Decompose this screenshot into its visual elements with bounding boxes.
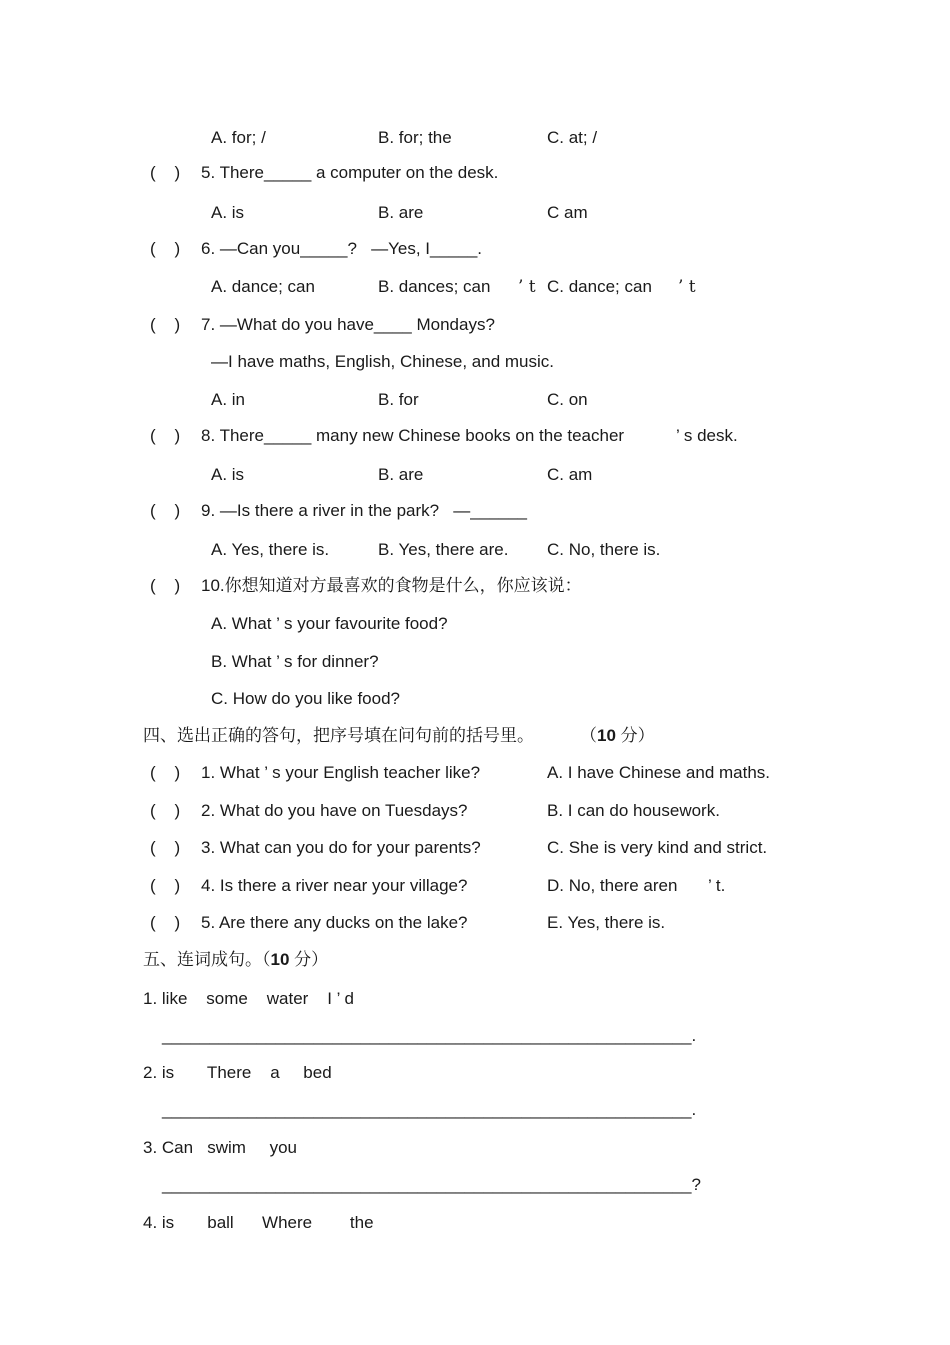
q5-stem: 5. There_____ a computer on the desk.: [201, 163, 499, 182]
section4-answer-e: E. Yes, there is.: [547, 913, 666, 932]
section5-item-1-words: 1. like some water I ’ d: [143, 989, 354, 1008]
q4-option-b: B. for; the: [378, 128, 452, 147]
section4-answer-c: C. She is very kind and strict.: [547, 838, 768, 857]
q8-option-a: A. is: [211, 465, 245, 484]
q9-option-b: B. Yes, there are.: [378, 540, 509, 559]
section5-item-2-words: 2. is There a bed: [143, 1063, 332, 1082]
q7-answer-paren: ( ): [150, 315, 181, 334]
section5-title: 五、连词成句。（10 分）: [143, 950, 329, 969]
q4-option-c: C. at; /: [547, 128, 598, 147]
section4-q1-paren: ( ): [150, 763, 181, 782]
section4-q2-paren: ( ): [150, 801, 181, 820]
section5-item-3-words: 3. Can swim you: [143, 1138, 297, 1157]
q6-option-b-apostrophe: ’ t: [518, 277, 536, 297]
q5-option-b: B. are: [378, 203, 424, 222]
q7-stem: 7. —What do you have____ Mondays?: [201, 315, 495, 334]
q9-option-a: A. Yes, there is.: [211, 540, 330, 559]
section4-q2: 2. What do you have on Tuesdays?: [201, 801, 468, 820]
q6-answer-paren: ( ): [150, 239, 181, 258]
q5-answer-paren: ( ): [150, 163, 181, 182]
q6-option-c-apostrophe: ’ t: [678, 277, 696, 297]
q7-option-b: B. for: [378, 390, 419, 409]
section4-q3: 3. What can you do for your parents?: [201, 838, 481, 857]
q7-reply: —I have maths, English, Chinese, and music.: [211, 352, 554, 371]
q5-option-a: A. is: [211, 203, 245, 222]
q10-option-a: A. What ’ s your favourite food?: [211, 614, 448, 633]
section4-q3-paren: ( ): [150, 838, 181, 857]
section4-q1: 1. What ’ s your English teacher like?: [201, 763, 481, 782]
section4-answer-d: D. No, there aren: [547, 876, 678, 895]
q4-option-a: A. for; /: [211, 128, 266, 147]
section5-item-2-answer-line[interactable]: ________________________________________________________.: [162, 1100, 697, 1119]
section5-item-4-words: 4. is ball Where the: [143, 1213, 374, 1232]
q8-option-b: B. are: [378, 465, 424, 484]
q8-option-c: C. am: [547, 465, 593, 484]
q9-option-c: C. No, there is.: [547, 540, 661, 559]
section4-q5-paren: ( ): [150, 913, 181, 932]
section4-score: （10 分）: [580, 726, 655, 745]
q7-option-c: C. on: [547, 390, 588, 409]
section4-title: 四、选出正确的答句，把序号填在问句前的括号里。: [143, 726, 534, 745]
section4-answer-b: B. I can do housework.: [547, 801, 720, 820]
q8-answer-paren: ( ): [150, 426, 181, 445]
q9-stem: 9. —Is there a river in the park? —______: [201, 501, 528, 520]
q8-stem: 8. There_____ many new Chinese books on the teacher: [201, 426, 625, 445]
q10-stem: 10.你想知道对方最喜欢的食物是什么，你应该说：: [201, 576, 582, 595]
section4-answer-a: A. I have Chinese and maths.: [547, 763, 771, 782]
q5-option-c: C am: [547, 203, 588, 222]
section4-q5: 5. Are there any ducks on the lake?: [201, 913, 468, 932]
q6-option-a: A. dance; can: [211, 277, 315, 296]
q9-answer-paren: ( ): [150, 501, 181, 520]
q10-option-b: B. What ’ s for dinner?: [211, 652, 379, 671]
section4-q4-paren: ( ): [150, 876, 181, 895]
q10-option-c: C. How do you like food?: [211, 689, 400, 708]
q6-option-c: C. dance; can: [547, 277, 652, 296]
section4-q4: 4. Is there a river near your village?: [201, 876, 468, 895]
section4-answer-d-tail: ’ t.: [708, 876, 726, 895]
q6-stem: 6. —Can you_____? —Yes, I_____.: [201, 239, 483, 258]
q6-option-b: B. dances; can: [378, 277, 491, 296]
section5-item-1-answer-line[interactable]: ________________________________________________________.: [162, 1026, 697, 1045]
q10-answer-paren: ( ): [150, 576, 181, 595]
q7-option-a: A. in: [211, 390, 246, 409]
q8-stem-tail: ’ s desk.: [676, 426, 738, 445]
section5-item-3-answer-line[interactable]: ________________________________________________________?: [162, 1175, 701, 1194]
